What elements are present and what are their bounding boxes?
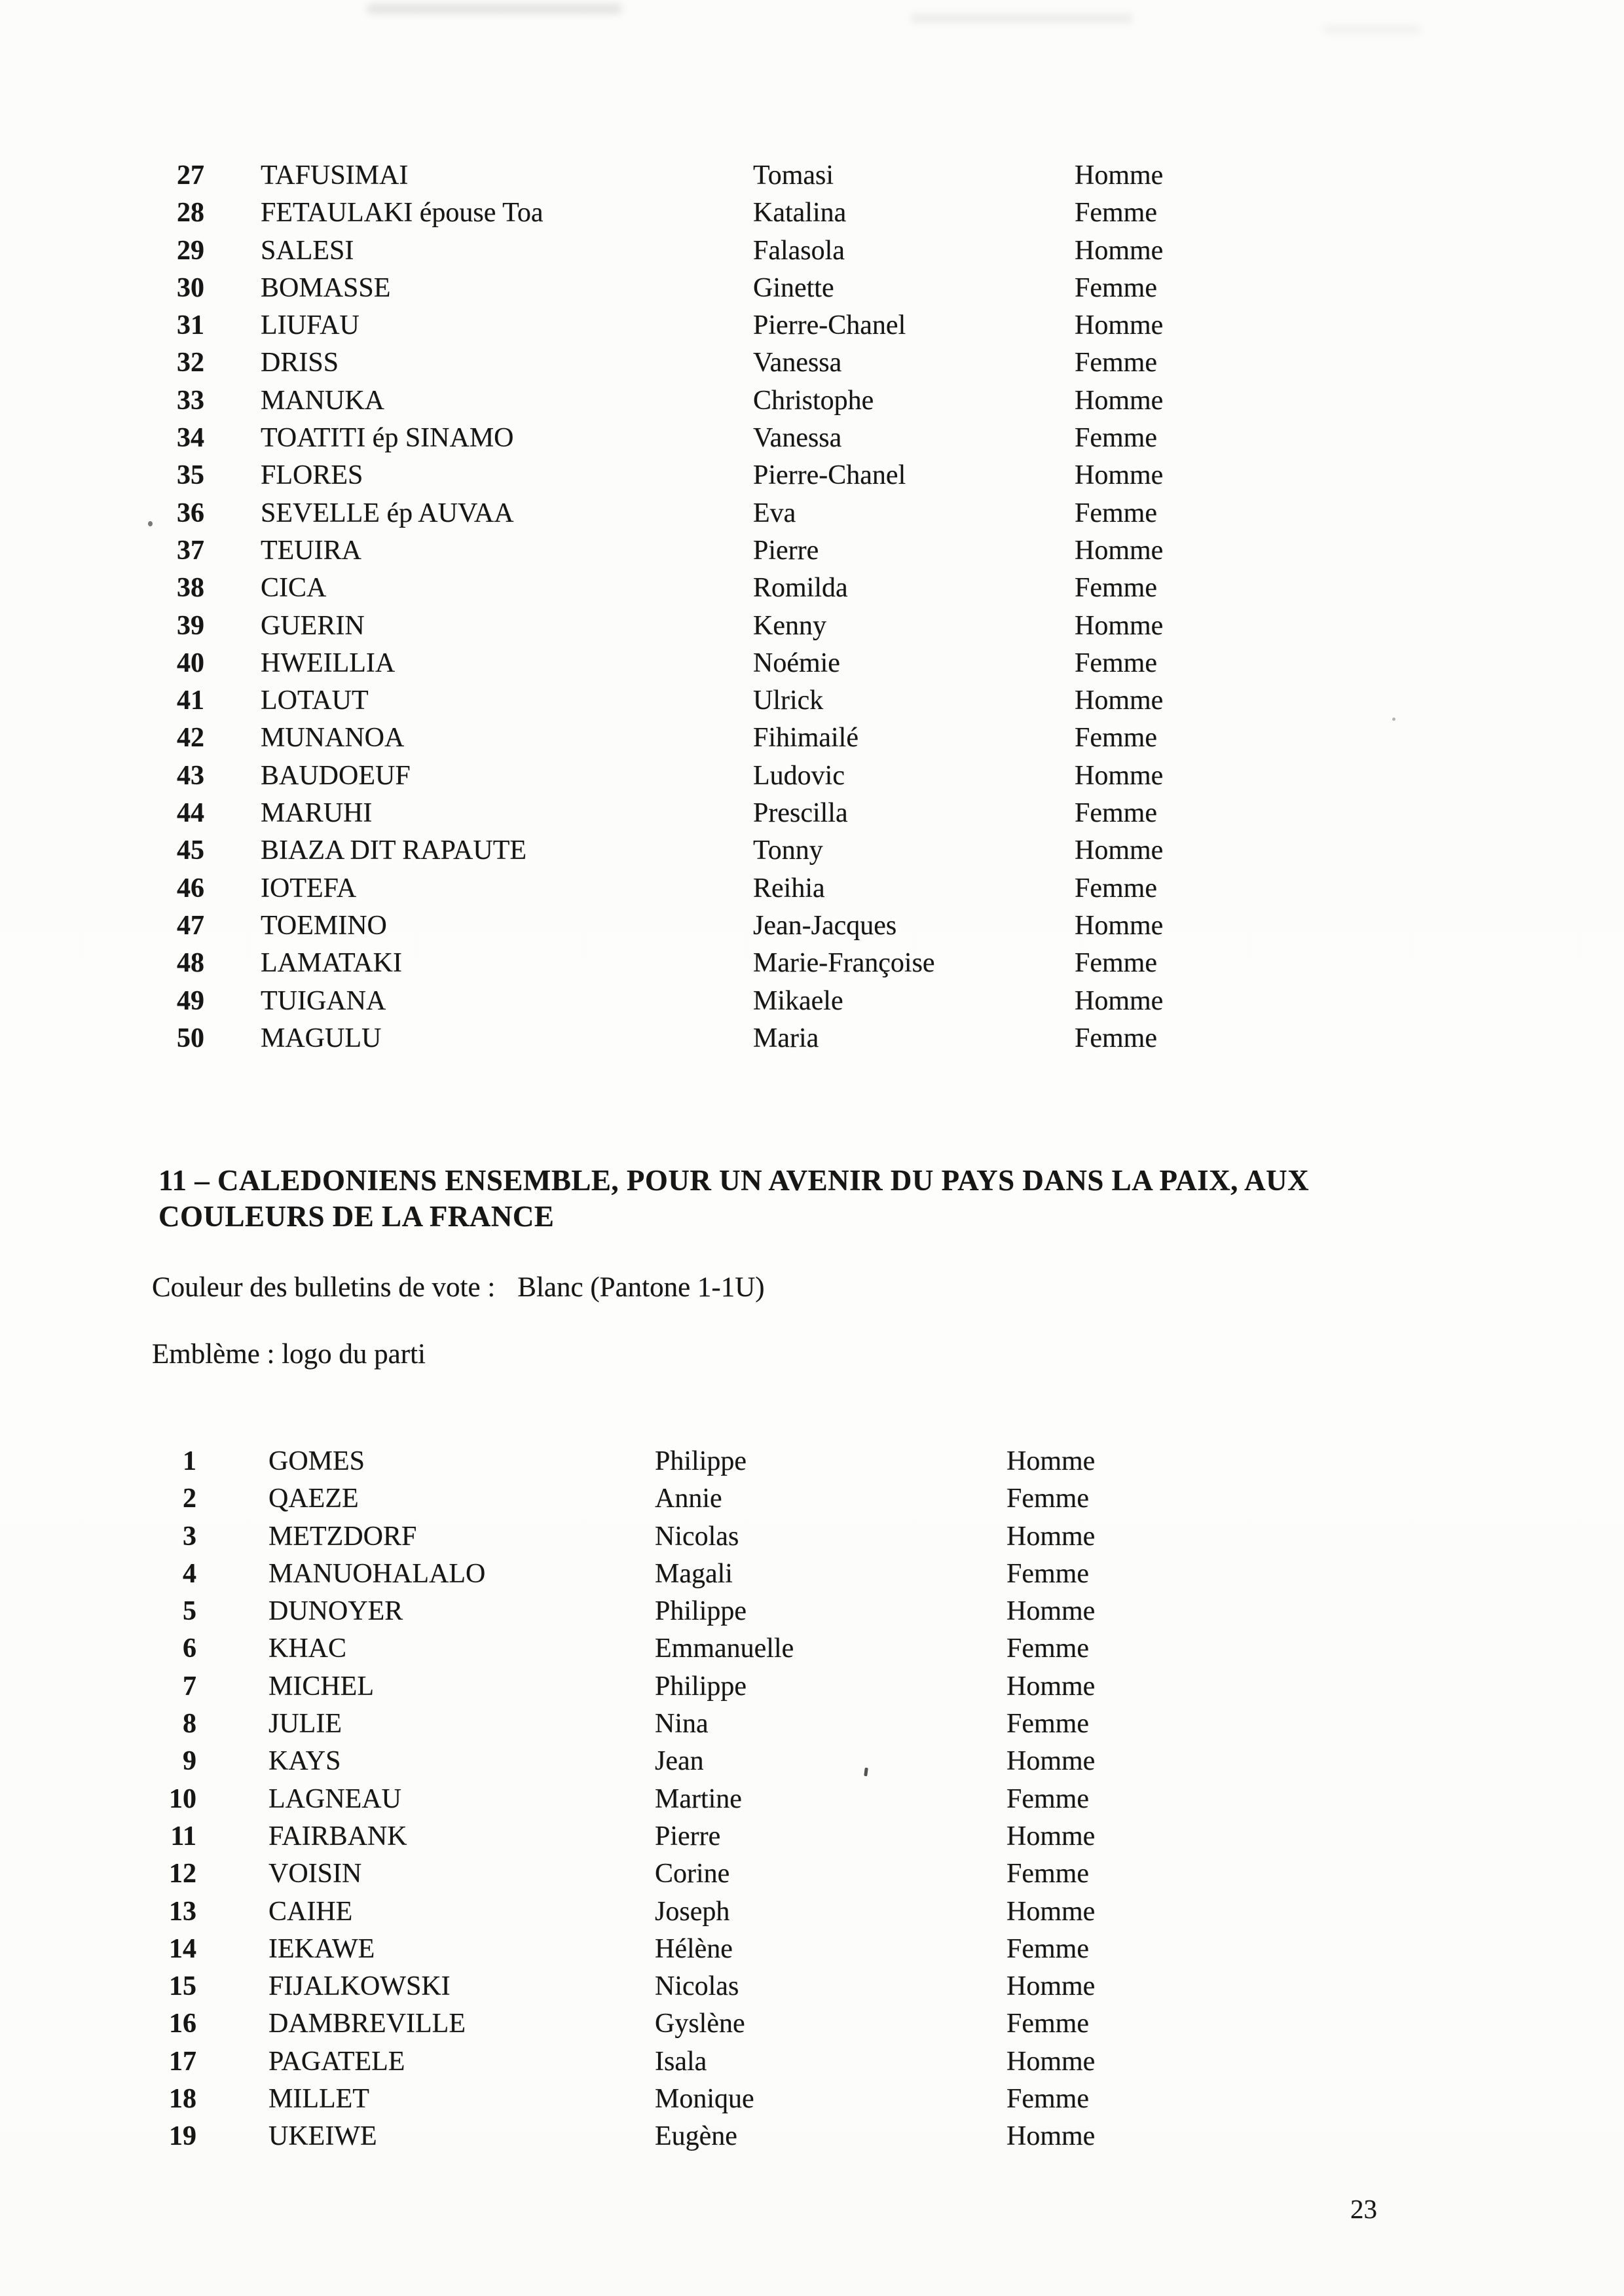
candidate-row [0, 2046, 1624, 2083]
candidate-gender: Femme [1075, 198, 1157, 228]
candidate-firstname: Ulrick [753, 685, 824, 716]
candidate-firstname: Nina [655, 1709, 709, 1740]
candidate-list [0, 1446, 1624, 2159]
candidate-gender: Homme [1006, 2121, 1096, 2152]
candidate-firstname: Mikaele [753, 985, 843, 1016]
candidate-row [0, 1745, 1624, 1783]
candidate-number: 14 [169, 1933, 196, 1964]
candidate-firstname: Isala [655, 2046, 707, 2077]
candidate-firstname: Nicolas [655, 1971, 739, 2002]
candidate-gender: Femme [1006, 1859, 1089, 1889]
candidate-number: 31 [177, 310, 204, 341]
candidate-surname: LAMATAKI [261, 948, 402, 979]
candidate-gender: Femme [1075, 647, 1157, 678]
section-heading-line1: 11 – CALEDONIENS ENSEMBLE, POUR UN AVENIR DU PAYS DANS LA PAIX, AUX [158, 1164, 1310, 1197]
candidate-gender: Homme [1006, 1521, 1096, 1552]
candidate-number: 2 [183, 1484, 196, 1514]
candidate-number: 19 [169, 2121, 196, 2152]
candidate-number: 36 [177, 498, 204, 528]
candidate-firstname: Kenny [753, 610, 826, 641]
candidate-gender: Femme [1075, 798, 1157, 829]
emblem-line: Emblème : logo du parti [152, 1339, 426, 1370]
candidate-number: 12 [169, 1859, 196, 1889]
candidate-number: 33 [177, 385, 204, 416]
candidate-surname: MARUHI [261, 798, 373, 829]
candidate-number: 40 [177, 647, 204, 678]
candidate-firstname: Corine [655, 1859, 730, 1889]
candidate-number: 45 [177, 835, 204, 866]
page-number: 23 [1350, 2194, 1377, 2224]
candidate-row [0, 1446, 1624, 1483]
candidate-firstname: Joseph [655, 1896, 730, 1927]
candidate-row [0, 797, 1624, 835]
candidate-row [0, 760, 1624, 797]
candidate-row [0, 1971, 1624, 2008]
scan-smudge [910, 14, 1133, 22]
candidate-surname: DAMBREVILLE [268, 2009, 466, 2039]
candidate-number: 4 [183, 1558, 196, 1589]
candidate-surname: JULIE [268, 1709, 342, 1740]
candidate-number: 43 [177, 760, 204, 791]
candidate-row [0, 347, 1624, 384]
candidate-gender: Homme [1075, 985, 1164, 1016]
candidate-surname: KAYS [268, 1746, 341, 1777]
candidate-firstname: Nicolas [655, 1521, 739, 1552]
candidate-firstname: Martine [655, 1783, 742, 1814]
candidate-surname: MUNANOA [261, 723, 405, 754]
candidate-firstname: Christophe [753, 385, 874, 416]
candidate-surname: TEUIRA [261, 535, 361, 566]
candidate-gender: Homme [1075, 385, 1164, 416]
candidate-firstname: Magali [655, 1558, 733, 1589]
candidate-gender: Homme [1075, 310, 1164, 341]
candidate-number: 27 [177, 160, 204, 191]
candidate-surname: IOTEFA [261, 873, 357, 903]
candidate-surname: LOTAUT [261, 685, 369, 716]
candidate-gender: Homme [1006, 1746, 1096, 1777]
candidate-gender: Femme [1006, 2084, 1089, 2115]
candidate-gender: Femme [1075, 348, 1157, 378]
candidate-number: 15 [169, 1971, 196, 2002]
candidate-surname: MANUKA [261, 385, 384, 416]
candidate-surname: UKEIWE [268, 2121, 377, 2152]
candidate-firstname: Eugène [655, 2121, 737, 2152]
candidate-gender: Femme [1075, 948, 1157, 979]
candidate-row [0, 685, 1624, 722]
candidate-number: 44 [177, 798, 204, 829]
candidate-firstname: Katalina [753, 198, 847, 228]
candidate-gender: Homme [1075, 610, 1164, 641]
candidate-surname: MICHEL [268, 1671, 374, 1702]
candidate-number: 35 [177, 460, 204, 491]
candidate-number: 49 [177, 985, 204, 1016]
candidate-gender: Femme [1075, 1023, 1157, 1053]
candidate-row [0, 310, 1624, 347]
candidate-gender: Homme [1006, 1821, 1096, 1851]
candidate-surname: MILLET [268, 2084, 369, 2115]
candidate-row [0, 197, 1624, 234]
candidate-gender: Femme [1075, 272, 1157, 303]
candidate-firstname: Eva [753, 498, 796, 528]
candidate-surname: TUIGANA [261, 985, 386, 1016]
candidate-number: 17 [169, 2046, 196, 2077]
candidate-firstname: Annie [655, 1484, 722, 1514]
candidate-row [0, 873, 1624, 910]
candidate-number: 5 [183, 1596, 196, 1627]
candidate-firstname: Tomasi [753, 160, 834, 191]
candidate-list-continued [0, 160, 1624, 1060]
candidate-row [0, 2083, 1624, 2121]
candidate-surname: TAFUSIMAI [261, 160, 409, 191]
candidate-gender: Femme [1006, 1633, 1089, 1664]
candidate-surname: TOEMINO [261, 910, 387, 941]
candidate-gender: Femme [1006, 1484, 1089, 1514]
candidate-surname: PAGATELE [268, 2046, 405, 2077]
candidate-number: 34 [177, 423, 204, 454]
candidate-firstname: Jean [655, 1746, 704, 1777]
candidate-firstname: Vanessa [753, 348, 842, 378]
candidate-gender: Homme [1075, 235, 1164, 266]
candidate-firstname: Hélène [655, 1933, 733, 1964]
candidate-firstname: Tonny [753, 835, 823, 866]
candidate-firstname: Prescilla [753, 798, 848, 829]
candidate-row [0, 460, 1624, 497]
candidate-number: 42 [177, 723, 204, 754]
candidate-row [0, 647, 1624, 685]
candidate-row [0, 1521, 1624, 1558]
candidate-row [0, 572, 1624, 610]
candidate-gender: Homme [1006, 2046, 1096, 2077]
candidate-firstname: Ludovic [753, 760, 845, 791]
ballot-color-label: Couleur des bulletins de vote : [152, 1272, 496, 1303]
scan-smudge [1323, 26, 1421, 33]
candidate-surname: MANUOHALALO [268, 1558, 486, 1589]
candidate-surname: FIJALKOWSKI [268, 1971, 451, 2002]
candidate-firstname: Pierre-Chanel [753, 310, 906, 341]
candidate-surname: SALESI [261, 235, 354, 266]
candidate-firstname: Philippe [655, 1671, 747, 1702]
candidate-row [0, 1671, 1624, 1708]
candidate-surname: BOMASSE [261, 272, 391, 303]
candidate-gender: Femme [1006, 1783, 1089, 1814]
candidate-row [0, 1896, 1624, 1933]
candidate-firstname: Maria [753, 1023, 819, 1053]
candidate-number: 38 [177, 573, 204, 604]
candidate-number: 48 [177, 948, 204, 979]
candidate-row [0, 1783, 1624, 1821]
candidate-surname: SEVELLE ép AUVAA [261, 498, 514, 528]
candidate-surname: KHAC [268, 1633, 347, 1664]
candidate-number: 37 [177, 535, 204, 566]
candidate-firstname: Pierre-Chanel [753, 460, 906, 491]
candidate-surname: GOMES [268, 1446, 365, 1476]
candidate-row [0, 1633, 1624, 1670]
candidate-number: 9 [183, 1746, 196, 1777]
candidate-firstname: Monique [655, 2084, 754, 2115]
candidate-row [0, 1933, 1624, 1971]
candidate-gender: Homme [1075, 535, 1164, 566]
candidate-gender: Femme [1075, 573, 1157, 604]
candidate-gender: Homme [1075, 760, 1164, 791]
candidate-surname: GUERIN [261, 610, 365, 641]
candidate-surname: LIUFAU [261, 310, 360, 341]
candidate-row [0, 1023, 1624, 1060]
candidate-surname: DUNOYER [268, 1596, 403, 1627]
candidate-surname: MAGULU [261, 1023, 382, 1053]
candidate-number: 50 [177, 1023, 204, 1053]
candidate-surname: VOISIN [268, 1859, 362, 1889]
candidate-gender: Homme [1006, 1671, 1096, 1702]
candidate-number: 47 [177, 910, 204, 941]
candidate-number: 29 [177, 235, 204, 266]
candidate-row [0, 910, 1624, 947]
candidate-surname: LAGNEAU [268, 1783, 401, 1814]
candidate-row [0, 947, 1624, 985]
candidate-row [0, 985, 1624, 1023]
candidate-firstname: Pierre [655, 1821, 721, 1851]
candidate-number: 32 [177, 348, 204, 378]
candidate-firstname: Romilda [753, 573, 848, 604]
candidate-surname: QAEZE [268, 1484, 359, 1514]
candidate-firstname: Philippe [655, 1446, 747, 1476]
candidate-row [0, 1708, 1624, 1745]
ballot-color-value: Blanc (Pantone 1-1U) [517, 1272, 765, 1303]
candidate-gender: Homme [1006, 1971, 1096, 2002]
candidate-gender: Femme [1006, 1933, 1089, 1964]
candidate-row [0, 2008, 1624, 2045]
candidate-gender: Femme [1075, 423, 1157, 454]
candidate-firstname: Noémie [753, 647, 840, 678]
candidate-surname: CICA [261, 573, 327, 604]
candidate-gender: Homme [1075, 685, 1164, 716]
candidate-number: 16 [169, 2009, 196, 2039]
candidate-row [0, 722, 1624, 759]
candidate-row [0, 272, 1624, 310]
scan-smudge [367, 4, 622, 14]
candidate-number: 28 [177, 198, 204, 228]
candidate-surname: BAUDOEUF [261, 760, 411, 791]
candidate-row [0, 1558, 1624, 1595]
candidate-number: 46 [177, 873, 204, 903]
candidate-firstname: Vanessa [753, 423, 842, 454]
candidate-gender: Femme [1075, 873, 1157, 903]
section-heading [158, 1163, 1442, 1235]
candidate-number: 41 [177, 685, 204, 716]
candidate-surname: FAIRBANK [268, 1821, 407, 1851]
candidate-gender: Femme [1075, 498, 1157, 528]
candidate-number: 13 [169, 1896, 196, 1927]
candidate-row [0, 1858, 1624, 1895]
candidate-row [0, 535, 1624, 572]
candidate-surname: CAIHE [268, 1896, 353, 1927]
candidate-firstname: Marie-Françoise [753, 948, 935, 979]
candidate-firstname: Ginette [753, 272, 834, 303]
ballot-color-line [152, 1271, 765, 1304]
candidate-surname: TOATITI ép SINAMO [261, 423, 514, 454]
candidate-row [0, 610, 1624, 647]
candidate-row [0, 1595, 1624, 1633]
candidate-row [0, 498, 1624, 535]
candidate-surname: FLORES [261, 460, 363, 491]
candidate-number: 11 [170, 1821, 196, 1851]
candidate-surname: IEKAWE [268, 1933, 375, 1964]
candidate-firstname: Jean-Jacques [753, 910, 897, 941]
candidate-gender: Femme [1006, 1558, 1089, 1589]
candidate-surname: METZDORF [268, 1521, 417, 1552]
candidate-row [0, 235, 1624, 272]
candidate-surname: FETAULAKI épouse Toa [261, 198, 544, 228]
candidate-number: 1 [183, 1446, 196, 1476]
candidate-firstname: Reihia [753, 873, 825, 903]
candidate-gender: Femme [1006, 2009, 1089, 2039]
candidate-gender: Homme [1075, 835, 1164, 866]
candidate-row [0, 422, 1624, 460]
candidate-gender: Homme [1075, 160, 1164, 191]
candidate-number: 3 [183, 1521, 196, 1552]
candidate-number: 39 [177, 610, 204, 641]
candidate-row [0, 1483, 1624, 1520]
candidate-surname: BIAZA DIT RAPAUTE [261, 835, 527, 866]
candidate-number: 10 [169, 1783, 196, 1814]
candidate-gender: Homme [1075, 460, 1164, 491]
candidate-number: 30 [177, 272, 204, 303]
candidate-number: 7 [183, 1671, 196, 1702]
candidate-surname: DRISS [261, 348, 339, 378]
candidate-number: 18 [169, 2084, 196, 2115]
candidate-gender: Homme [1006, 1596, 1096, 1627]
candidate-row [0, 1821, 1624, 1858]
candidate-gender: Femme [1006, 1709, 1089, 1740]
candidate-row [0, 835, 1624, 872]
candidate-gender: Homme [1075, 910, 1164, 941]
candidate-firstname: Fihimailé [753, 723, 858, 754]
candidate-firstname: Pierre [753, 535, 819, 566]
candidate-row [0, 385, 1624, 422]
candidate-row [0, 2121, 1624, 2158]
candidate-gender: Femme [1075, 723, 1157, 754]
candidate-surname: HWEILLIA [261, 647, 396, 678]
candidate-row [0, 160, 1624, 197]
section-heading-line2: COULEURS DE LA FRANCE [158, 1200, 555, 1233]
candidate-gender: Homme [1006, 1446, 1096, 1476]
candidate-gender: Homme [1006, 1896, 1096, 1927]
candidate-firstname: Philippe [655, 1596, 747, 1627]
candidate-number: 8 [183, 1709, 196, 1740]
candidate-firstname: Gyslène [655, 2009, 745, 2039]
candidate-firstname: Falasola [753, 235, 845, 266]
candidate-firstname: Emmanuelle [655, 1633, 794, 1664]
candidate-number: 6 [183, 1633, 196, 1664]
